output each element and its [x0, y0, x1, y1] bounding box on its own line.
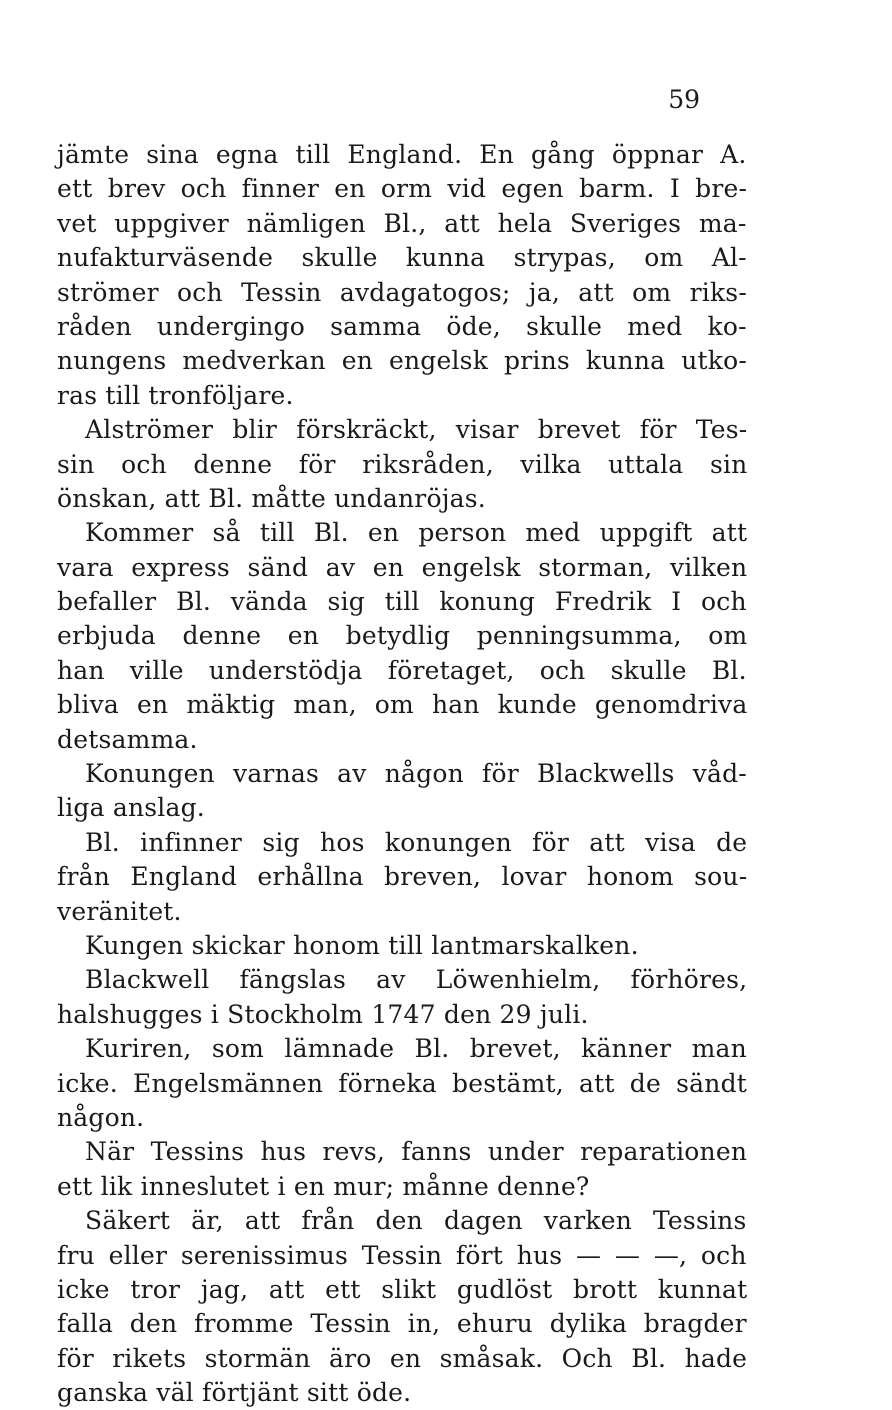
- text-line: från England erhållna breven, lovar honom sou-: [57, 862, 748, 892]
- text-line: fru eller serenissimus Tessin fört hus — — —, och: [57, 1240, 747, 1270]
- text-line: icke tror jag, att ett slikt gudlöst brott kunnat: [57, 1274, 748, 1304]
- text-line: Blackwell fängslas av Löwenhielm, förhöres,: [85, 965, 748, 995]
- text-line: för rikets stormän äro en småsak. Och Bl. hade: [57, 1343, 748, 1373]
- text-line: strömer och Tessin avdagatogos; ja, att om riks-: [57, 277, 747, 307]
- page-number: 59: [668, 85, 700, 114]
- body-text: [57, 138, 747, 1410]
- text-line: sin och denne för riksråden, vilka uttala sin: [57, 449, 748, 479]
- text-line: halshugges i Stockholm 1747 den 29 juli.: [57, 999, 589, 1029]
- text-line: ras till tronföljare.: [57, 380, 294, 410]
- text-line: nungens medverkan en engelsk prins kunna utko-: [57, 346, 748, 376]
- text-line: nufakturväsende skulle kunna strypas, om Al-: [57, 243, 747, 273]
- text-line: erbjuda denne en betydlig penningsumma, om: [57, 621, 748, 651]
- text-line: vet uppgiver nämligen Bl., att hela Sveriges ma-: [57, 208, 747, 238]
- text-line: Bl. infinner sig hos konungen för att visa de: [85, 827, 748, 857]
- text-line: jämte sina egna till England. En gång öppnar A.: [57, 140, 747, 169]
- text-line: Kommer så till Bl. en person med uppgift att: [85, 518, 748, 548]
- text-line: Konungen varnas av någon för Blackwells våd-: [85, 759, 747, 789]
- text-line: Säkert är, att från den dagen varken Tessins: [85, 1206, 747, 1236]
- text-line: veränitet.: [57, 896, 182, 926]
- text-line: liga anslag.: [57, 793, 205, 823]
- text-line: ganska väl förtjänt sitt öde.: [57, 1378, 412, 1408]
- text-line: önskan, att Bl. måtte undanröjas.: [57, 483, 486, 513]
- text-line: någon.: [57, 1102, 145, 1132]
- text-line: icke. Engelsmännen förneka bestämt, att de sändt: [57, 1068, 748, 1098]
- text-line: ett lik inneslutet i en mur; månne denne?: [57, 1171, 590, 1201]
- text-line: han ville understödja företaget, och skulle Bl.: [57, 655, 747, 685]
- text-line: Kungen skickar honom till lantmarskalken.: [85, 930, 639, 960]
- text-line: befaller Bl. vända sig till konung Fredrik I och: [57, 587, 747, 617]
- text-line: Alströmer blir förskräckt, visar brevet för Tes-: [85, 415, 748, 445]
- text-line: bliva en mäktig man, om han kunde genomdriva: [57, 690, 748, 720]
- text-line: När Tessins hus revs, fanns under reparationen: [85, 1137, 748, 1167]
- text-line: råden undergingo samma öde, skulle med ko-: [57, 311, 747, 341]
- text-line: Kuriren, som lämnade Bl. brevet, känner man: [85, 1034, 747, 1064]
- text-line: falla den fromme Tessin in, ehuru dylika bragder: [57, 1309, 747, 1339]
- text-line: ett brev och finner en orm vid egen barm. I bre-: [57, 174, 748, 204]
- text-line: vara express sänd av en engelsk storman, vilken: [57, 552, 748, 582]
- text-line: detsamma.: [57, 724, 198, 754]
